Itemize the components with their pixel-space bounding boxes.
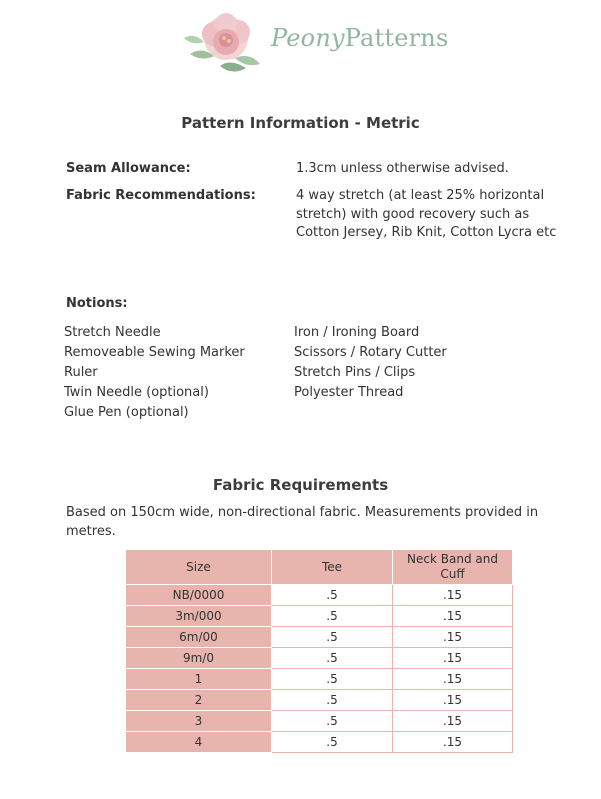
notions-label: Notions: <box>66 296 128 311</box>
fabric-requirements-table <box>125 549 513 753</box>
table-header-row <box>126 550 513 585</box>
notion-item: Scissors / Rotary Cutter <box>294 345 447 360</box>
table-row <box>126 711 513 732</box>
tee-cell: .5 <box>272 627 393 648</box>
neck-band-cell: .15 <box>393 606 513 627</box>
tee-cell: .5 <box>272 585 393 606</box>
pattern-info-title: Pattern Information - Metric <box>181 114 420 132</box>
table-row <box>126 648 513 669</box>
tee-cell: .5 <box>272 732 393 753</box>
notion-item: Stretch Needle <box>64 325 161 340</box>
notion-item: Iron / Ironing Board <box>294 325 420 340</box>
neck-band-cell: .15 <box>393 627 513 648</box>
table-row <box>126 606 513 627</box>
tee-cell: .5 <box>272 606 393 627</box>
tee-cell: .5 <box>272 648 393 669</box>
logo <box>180 8 449 80</box>
size-cell: 3m/000 <box>126 606 272 627</box>
notion-item: Removeable Sewing Marker <box>64 345 245 360</box>
fabric-recommendations-value: 4 way stretch (at least 25% horizontal stretch) with good recovery such as Cotton Jersey, Rib Knit, Cotton Lycra etc <box>296 188 557 241</box>
fabric-recommendations-label: Fabric Recommendations: <box>66 188 256 203</box>
size-cell: 1 <box>126 669 272 690</box>
header-neck-band-cuff: Neck Band and Cuff <box>393 550 513 585</box>
tee-cell: .5 <box>272 711 393 732</box>
neck-band-cell: .15 <box>393 690 513 711</box>
size-cell: 3 <box>126 711 272 732</box>
size-cell: 9m/0 <box>126 648 272 669</box>
table-row <box>126 690 513 711</box>
notion-item: Polyester Thread <box>294 385 404 400</box>
size-cell: 4 <box>126 732 272 753</box>
peony-flower-icon <box>180 8 275 80</box>
neck-band-cell: .15 <box>393 585 513 606</box>
fabric-requirements-title: Fabric Requirements <box>212 476 389 494</box>
neck-band-cell: .15 <box>393 669 513 690</box>
neck-band-cell: .15 <box>393 732 513 753</box>
notion-item: Glue Pen (optional) <box>64 405 189 420</box>
notion-item: Stretch Pins / Clips <box>294 365 416 380</box>
notion-item: Ruler <box>64 365 98 380</box>
notion-item: Twin Needle (optional) <box>64 385 209 400</box>
table-row <box>126 732 513 753</box>
logo-wordmark: PeonyPatterns <box>271 24 449 52</box>
neck-band-cell: .15 <box>393 711 513 732</box>
tee-cell: .5 <box>272 690 393 711</box>
size-cell: 6m/00 <box>126 627 272 648</box>
fabric-requirements-intro: Based on 150cm wide, non-directional fabric. Measurements provided in metres. <box>66 505 539 539</box>
seam-allowance-label: Seam Allowance: <box>66 161 191 176</box>
table-row <box>126 627 513 648</box>
table-row <box>126 669 513 690</box>
header-tee: Tee <box>272 550 393 585</box>
size-cell: NB/0000 <box>126 585 272 606</box>
tee-cell: .5 <box>272 669 393 690</box>
header-size: Size <box>126 550 272 585</box>
neck-band-cell: .15 <box>393 648 513 669</box>
table-row <box>126 585 513 606</box>
size-cell: 2 <box>126 690 272 711</box>
seam-allowance-value: 1.3cm unless otherwise advised. <box>296 161 509 176</box>
